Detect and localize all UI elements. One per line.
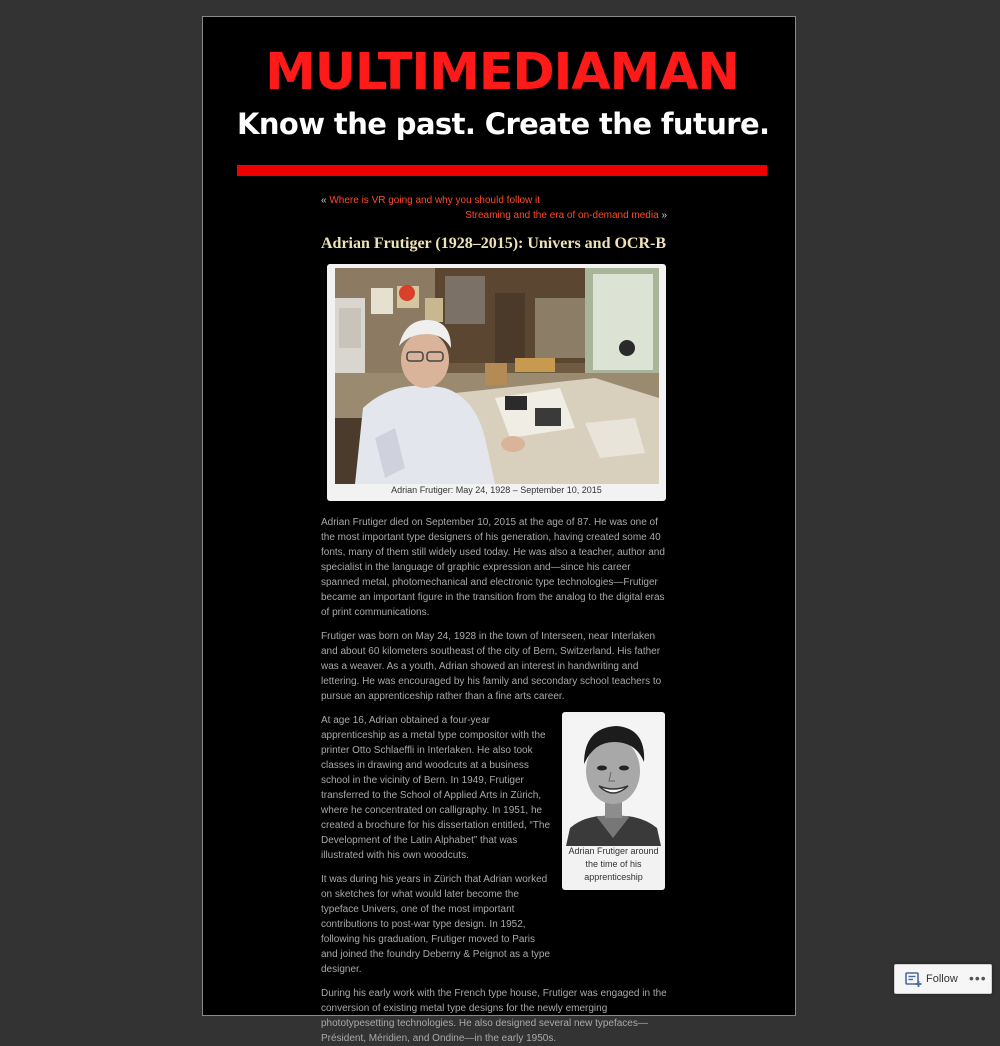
frutiger-desk-illustration xyxy=(335,268,659,484)
figure-side-caption: Adrian Frutiger around the time of his apprenticeship xyxy=(568,846,659,882)
figure-main xyxy=(327,264,666,501)
prev-post-link[interactable]: Where is VR going and why you should follow it xyxy=(329,195,541,206)
site-title[interactable]: MULTIMEDIAMAN xyxy=(265,43,739,102)
next-post-link[interactable]: Streaming and the era of on-demand media xyxy=(465,210,659,221)
follow-icon xyxy=(905,972,923,988)
site-tagline: Know the past. Create the future. xyxy=(237,107,770,141)
site-header-banner[interactable] xyxy=(237,43,770,177)
paragraph-2: Frutiger was born on May 24, 1928 in the town of Interseen, near Interlaken and about 60 kilometers southeast of the city of Bern, Switzerland. His father was a weaver. As a youth, Adrian showed an interest in handwriting and lettering. He was encouraged by his family and secondary school teachers to pursue an apprenticeship rather than a fine arts career. xyxy=(321,631,662,702)
figure-side xyxy=(562,712,665,890)
paragraph-1: Adrian Frutiger died on September 10, 2015 at the age of 87. He was one of the most important type designers of his generation, having created some 40 fonts, many of them still widely used today. He was also a teacher, author and specialist in the language of graphic expression and—since his career spanned metal, photomechanical and electronic type technologies—Frutiger became an important figure in the transition from the analog to the digital eras of print communications. xyxy=(321,517,665,618)
next-arrow: » xyxy=(661,210,667,221)
post-title: Adrian Frutiger (1928–2015): Univers and OCR-B xyxy=(321,235,667,252)
page-wrapper xyxy=(202,16,796,1044)
young-frutiger-photo[interactable] xyxy=(566,716,661,846)
more-options-icon[interactable]: ••• xyxy=(969,970,987,986)
young-frutiger-portrait xyxy=(566,716,661,846)
figure-main-caption: Adrian Frutiger: May 24, 1928 – September 10, 2015 xyxy=(391,485,602,495)
post-nav-previous xyxy=(321,193,671,208)
prev-arrow: « xyxy=(321,195,327,206)
header-red-bar xyxy=(237,165,767,176)
post-content xyxy=(321,193,671,1046)
paragraph-3: At age 16, Adrian obtained a four-year apprenticeship as a metal type compositor with the printer Otto Schlaeffli in Interlaken. He also took classes in drawing and woodcuts at a business school in the vicinity of Bern. In 1949, Frutiger transferred to the School of Applied Arts in Zürich, where he concentrated on calligraphy. In 1951, he created a brochure for his dissertation entitled, “The Development of the Latin Alphabet” that was illustrated with his own woodcuts. xyxy=(321,715,551,861)
follow-button[interactable] xyxy=(894,964,992,994)
paragraph-4: It was during his years in Zürich that Adrian worked on sketches for what would later become the typeface Univers, one of the most important contributions to post-war type design. In 1952, following his graduation, Frutiger moved to Paris and joined the foundry Deberny & Peignot as a type designer. xyxy=(321,874,551,975)
frutiger-desk-photo[interactable] xyxy=(335,268,659,484)
post-nav-next xyxy=(321,208,671,223)
paragraph-5: During his early work with the French type house, Frutiger was engaged in the conversion of existing metal type designs for the newly emerging phototypesetting technologies. He also designed several new typefaces— Président, Méridien, and Ondine—in the early 1950s. xyxy=(321,988,667,1044)
follow-label: Follow xyxy=(926,973,958,985)
